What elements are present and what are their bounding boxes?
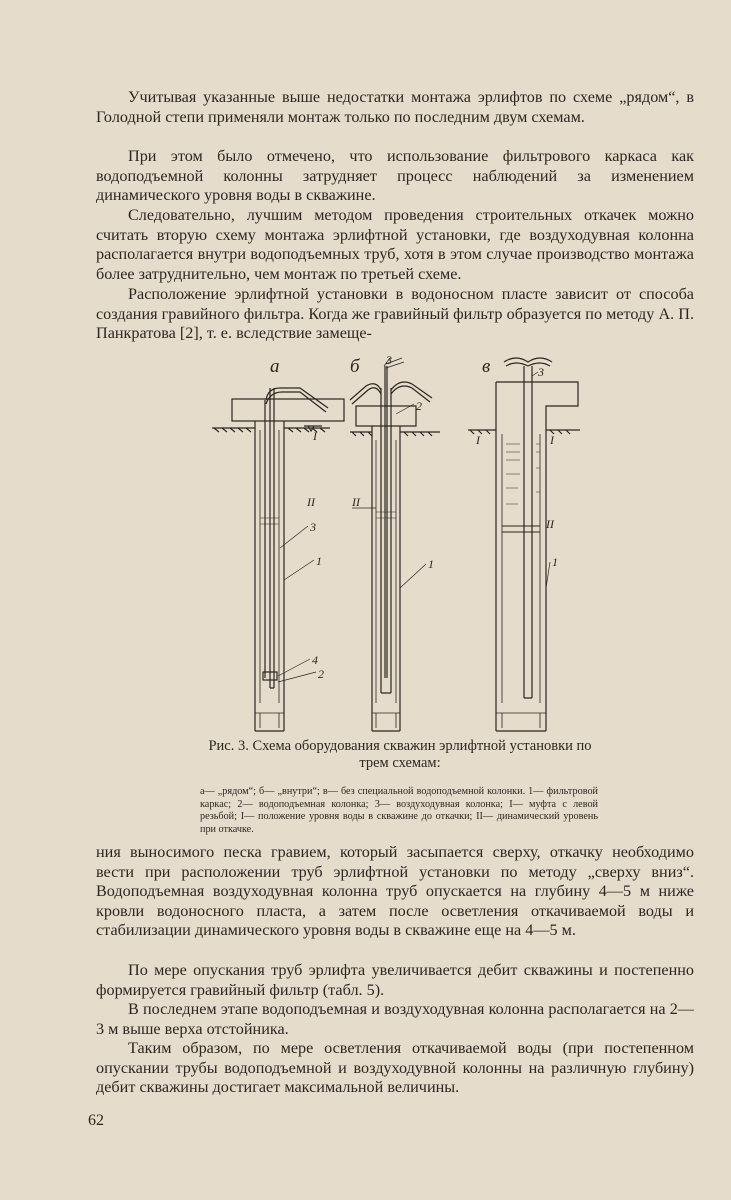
sump-a <box>255 713 284 728</box>
label-c-I-right: I <box>550 433 554 447</box>
ground-b-left <box>350 432 372 436</box>
label-a-I: I <box>313 429 317 443</box>
water-column-b <box>381 388 391 693</box>
leader-a-4 <box>278 659 310 676</box>
label-c-1: 1 <box>552 555 558 569</box>
paragraph-6: По мере опускания труб эрлифта увеличивается дебит скважины и постепенно формируется гравийный фильтр (табл. 5). <box>96 961 694 999</box>
label-a-4: 4 <box>312 653 318 667</box>
paragraph-3: Следовательно, лучшим методом проведения строительных откачек можно считать вторую схему монтажа эрлифтной установки, где воздуходувная колонна располагается внутри водоподъемных труб, хотя в этом случае производство монтажа более затруднительно, чем монтаж по третьей схеме. <box>96 206 694 283</box>
dynamic-level-c <box>502 526 540 532</box>
slab-b <box>356 406 416 426</box>
paragraph-1: Учитывая указанные выше недостатки монтажа эрлифтов по схеме „рядом“, в Голодной степи применяли монтаж только по последним двум схемам. <box>96 88 694 126</box>
scheme-letter-b: б <box>350 356 360 377</box>
slab-c <box>496 382 578 426</box>
water-column-a <box>270 388 274 688</box>
label-b-1: 1 <box>428 557 434 571</box>
label-a-II: II <box>307 495 315 509</box>
label-b-II: II <box>352 495 360 509</box>
sump-b <box>372 713 400 728</box>
outlet-right-b <box>391 382 432 402</box>
filter-casing-c <box>502 434 540 703</box>
well-equipment-diagram <box>200 348 600 733</box>
label-a-3: 3 <box>310 520 316 534</box>
paragraph-2: При этом было отмечено, что использование фильтрового каркаса как водоподъемной колонны затрудняет процесс наблюдений за изменением динамического уровня воды в скважине. <box>96 147 694 205</box>
leader-a-1 <box>284 560 314 580</box>
label-b-2: 2 <box>416 399 422 413</box>
paragraph-5: ния выносимого песка гравием, который засыпается сверху, откачку необходимо вести при расположении труб эрлифтной установки по методу „сверху вниз“. Водоподъемная воздуходувная колонна труб опускается на глубину 4—5 м ниже кровли водоносного пласта, а затем после осветления откачиваемой воды и стабилизации динамического уровня воды в скважине еще на 4—5 м. <box>96 843 694 940</box>
paragraph-4: Расположение эрлифтной установки в водоносном пласте зависит от способа создания гравийного фильтра. Когда же гравийный фильтр образуется по методу А. П. Панкратова [2], т. е. вследствие замеще- <box>96 285 694 343</box>
leader-b-1 <box>400 564 426 588</box>
label-a-1: 1 <box>316 554 322 568</box>
scheme-c <box>468 356 580 731</box>
dynamic-level-b <box>376 512 396 518</box>
ground-a-right <box>284 428 330 432</box>
ground-c-left <box>468 430 496 434</box>
inner-casing-b <box>376 440 396 703</box>
ground-b-right <box>400 432 440 436</box>
air-pipe-c <box>524 382 532 698</box>
level-marks-c <box>506 444 540 504</box>
paragraph-7: В последнем этапе водоподъемная и воздуходувная колонна располагается на 2—3 м выше верха отстойника. <box>96 1000 694 1038</box>
scheme-a <box>212 356 344 731</box>
label-a-2: 2 <box>318 667 324 681</box>
paragraph-8: Таким образом, по мере осветления откачиваемой воды (при постепенном опускании трубы водоподъемной и воздуходувной колонны на различную глубину) дебит скважины достигает максимальной величины. <box>96 1039 694 1097</box>
label-c-3: 3 <box>538 365 544 379</box>
scheme-letter-a: а <box>270 356 280 377</box>
label-c-II: II <box>546 517 554 531</box>
figure-caption-legend: а— „рядом“; б— „внутри“; в— без специальной водоподъемной колонки. 1— фильтровой каркас; 2— водоподъемная колонка; 3— воздуходувная колонка; I— муфта с левой резьбой; I— положение уровня воды в скважине до откачки; II— динамический уровень при откачке. <box>200 786 598 835</box>
label-b-3: 3 <box>386 353 392 367</box>
figure-caption-title: Рис. 3. Схема оборудования скважин эрлифтной установки по трем схемам: <box>208 738 592 771</box>
slab-a <box>232 399 344 421</box>
outlet-left-b <box>350 384 381 404</box>
scheme-b <box>350 353 440 731</box>
head-stem-c <box>524 366 532 382</box>
head-fitting-c <box>504 358 552 366</box>
sump-c <box>496 713 546 728</box>
ground-a-left <box>212 428 255 432</box>
page-number: 62 <box>88 1112 104 1129</box>
air-pipe-b <box>385 366 387 678</box>
scheme-letter-c: в <box>482 356 491 377</box>
label-c-I-left: I <box>476 433 480 447</box>
casing-c <box>496 426 546 731</box>
